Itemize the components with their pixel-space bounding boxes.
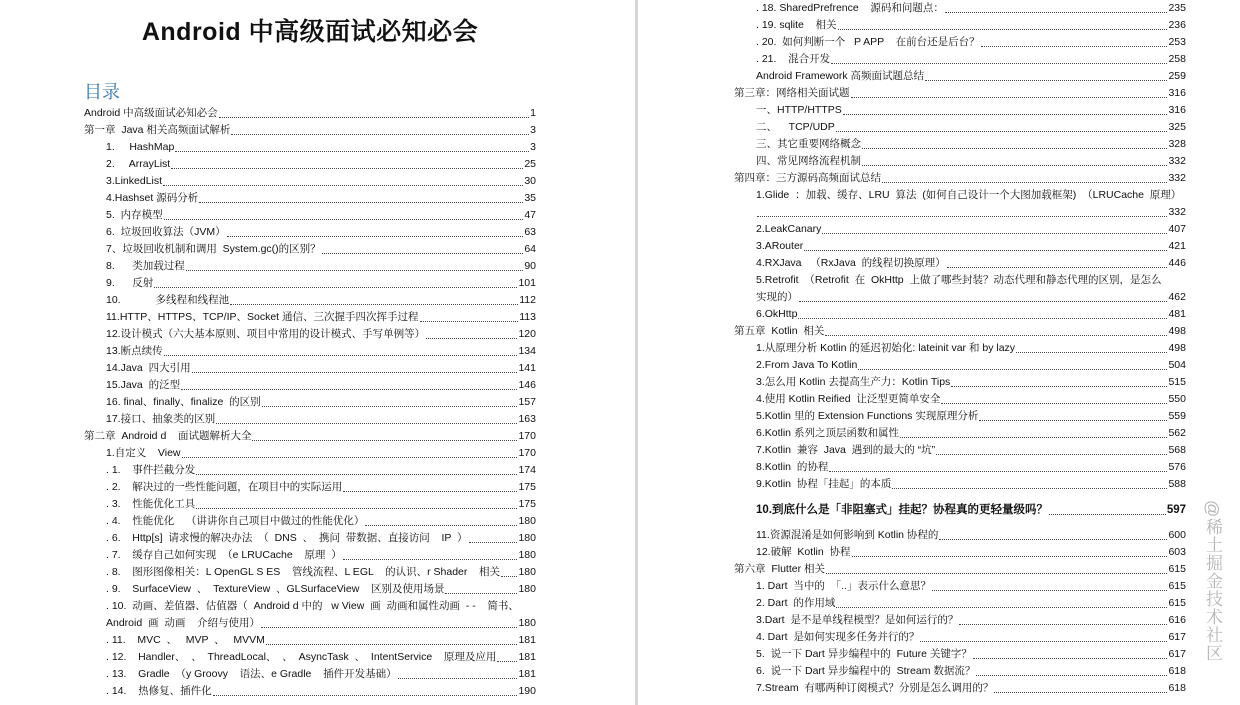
toc-entry[interactable] — [734, 51, 1186, 68]
entry-label: 一、HTTP/HTTPS — [756, 104, 842, 116]
dot-leader — [420, 321, 519, 322]
entry-label: . 11. MVC 、 MVP 、 MVVM — [106, 634, 265, 646]
dot-leader — [979, 420, 1167, 421]
entry-label: 第五章 Kotlin 相关 — [734, 325, 825, 337]
entry-label: 4.Hashset 源码分析 — [106, 192, 199, 204]
entry-label-continued: 实现的） — [756, 291, 798, 303]
entry-label: 四、常见网络流程机制 — [756, 155, 861, 167]
toc-entry[interactable] — [734, 306, 1186, 323]
entry-page-number: 615 — [1168, 563, 1186, 575]
entry-label: . 20. 如何判断一个 P APP 在前台还是后台？ — [756, 36, 980, 48]
dot-leader — [186, 270, 524, 271]
entry-label: . 14. 热修复、插件化 — [106, 685, 212, 697]
entry-page-number: 101 — [518, 277, 536, 289]
entry-page-number: 174 — [518, 464, 536, 476]
entry-label: 第二章 Android d 面试题解析大全 — [84, 430, 252, 442]
dot-leader — [171, 168, 523, 169]
dot-leader — [163, 185, 523, 186]
dot-leader — [799, 301, 1167, 302]
entry-label: 2.LeakCanary — [756, 223, 822, 235]
dot-leader — [831, 63, 1167, 64]
entry-page-number: 180 — [518, 532, 536, 544]
dot-leader — [920, 641, 1167, 642]
toc-entry[interactable] — [734, 646, 1186, 663]
entry-label: 17.接口、抽象类的区别 — [106, 413, 216, 425]
toc-entry[interactable] — [734, 187, 1186, 221]
entry-page-number: 328 — [1168, 138, 1186, 150]
entry-label: 9.Kotlin 协程「挂起」的本质 — [756, 478, 892, 490]
toc-entry[interactable] — [734, 680, 1186, 697]
dot-leader — [862, 165, 1167, 166]
entry-page-number: 120 — [518, 328, 536, 340]
toc-entry[interactable] — [734, 255, 1186, 272]
dot-leader — [976, 675, 1167, 676]
entry-label: . 1. 事件拦截分发 — [106, 464, 196, 476]
dot-leader — [858, 369, 1167, 370]
entry-label: 4.RXJava （RxJava 的线程切换原理） — [756, 257, 946, 269]
dot-leader — [192, 372, 518, 373]
entry-page-number: 600 — [1168, 529, 1186, 541]
toc-entry[interactable] — [84, 241, 536, 258]
entry-page-number: 616 — [1168, 614, 1186, 626]
entry-label: 1.从原理分析 Kotlin 的延迟初始化: lateinit var 和 by lazy — [756, 342, 1016, 354]
entry-page-number: 597 — [1166, 504, 1186, 516]
entry-label: 7、垃圾回收机制和调用 System.gc()的区别？ — [106, 243, 321, 255]
entry-page-number: 90 — [524, 260, 536, 272]
toc-entry[interactable] — [734, 544, 1186, 561]
entry-page-number: 181 — [518, 668, 536, 680]
entry-label: 10. 多线程和线程池 — [106, 294, 230, 306]
toc-heading: 目录 — [84, 82, 120, 102]
entry-label: 8.Kotlin 的协程 — [756, 461, 829, 473]
entry-page-number: 170 — [518, 430, 536, 442]
toc-entry[interactable] — [84, 683, 536, 700]
entry-page-number: 481 — [1168, 308, 1186, 320]
entry-label: 第六章 Flutter 相关 — [734, 563, 826, 575]
entry-label: 13.断点续传 — [106, 345, 163, 357]
dot-leader — [936, 454, 1167, 455]
toc-chapter-entry[interactable] — [734, 170, 1186, 187]
entry-page-number: 181 — [518, 651, 536, 663]
entry-label: 第一章 Java 相关高频面试解析 — [84, 124, 231, 136]
dot-leader — [925, 80, 1167, 81]
dot-leader — [843, 114, 1168, 115]
entry-page-number: 180 — [518, 549, 536, 561]
entry-label: . 9. SurfaceView 、 TextureView 、GLSurfaceView 区别及使用场景 — [106, 583, 445, 595]
dot-leader — [164, 355, 518, 356]
toc-entry[interactable] — [84, 547, 536, 564]
entry-label: . 3. 性能优化工具 — [106, 498, 196, 510]
entry-label: 15.Java 的泛型 — [106, 379, 181, 391]
entry-page-number: 325 — [1168, 121, 1186, 133]
entry-page-number: 180 — [518, 617, 536, 629]
toc-entry[interactable] — [734, 357, 1186, 374]
dot-leader — [262, 406, 518, 407]
dot-leader — [941, 403, 1167, 404]
entry-page-number: 562 — [1168, 427, 1186, 439]
dot-leader — [231, 134, 529, 135]
entry-label: 1.Glide ：加载、缓存、LRU 算法 (如何自己设计一个大图加载框架) （LRUCache 原理） — [756, 189, 1182, 201]
entry-page-number: 603 — [1168, 546, 1186, 558]
dot-leader — [343, 491, 517, 492]
toc-entry[interactable] — [84, 326, 536, 343]
entry-page-number: 316 — [1168, 87, 1186, 99]
toc-entry[interactable] — [84, 394, 536, 411]
toc-entry[interactable] — [734, 663, 1186, 680]
entry-label: 3.怎么用 Kotlin 去提高生产力：Kotlin Tips — [756, 376, 951, 388]
dot-leader — [1049, 514, 1166, 515]
dot-leader — [829, 471, 1167, 472]
toc-entry[interactable] — [84, 445, 536, 462]
entry-page-number: 498 — [1168, 342, 1186, 354]
entry-page-number: 180 — [518, 583, 536, 595]
entry-page-number: 113 — [519, 311, 536, 323]
entry-page-number: 462 — [1168, 291, 1186, 303]
dot-leader — [497, 661, 517, 662]
entry-label: . 19. sqlite 相关 — [756, 19, 837, 31]
dot-leader — [154, 287, 517, 288]
entry-label: 3.Dart 是不是单线程模型？是如何运行的？ — [756, 614, 959, 626]
entry-label: 6.Kotlin 系列之顶层函数和属性 — [756, 427, 899, 439]
toc-chapter-entry[interactable] — [734, 561, 1186, 578]
toc-list-right — [734, 0, 1186, 697]
dot-leader — [892, 488, 1167, 489]
toc-entry[interactable] — [734, 391, 1186, 408]
entry-page-number: 259 — [1168, 70, 1186, 82]
entry-label: 2. ArrayList — [106, 158, 171, 170]
toc-entry[interactable] — [84, 309, 536, 326]
dot-leader — [501, 576, 517, 577]
dot-leader — [230, 304, 518, 305]
document-title: Android 中高级面试必知必会 — [141, 18, 479, 46]
entry-page-number: 617 — [1168, 631, 1186, 643]
entry-label: 5.Kotlin 里的 Extension Functions 实现原理分析 — [756, 410, 979, 422]
toc-entry[interactable] — [84, 632, 536, 649]
entry-label: 3.ARouter — [756, 240, 804, 252]
entry-label: 1. HashMap — [106, 141, 175, 153]
dot-leader — [196, 474, 517, 475]
toc-entry[interactable] — [734, 34, 1186, 51]
entry-label: Android 中高级面试必知必会 — [84, 107, 218, 119]
entry-label: 2.From Java To Kotlin — [756, 359, 858, 371]
toc-entry[interactable] — [734, 425, 1186, 442]
entry-page-number: 407 — [1168, 223, 1186, 235]
entry-page-number: 421 — [1168, 240, 1186, 252]
entry-page-number: 258 — [1168, 53, 1186, 65]
entry-page-number: 618 — [1168, 665, 1186, 677]
dot-leader — [798, 318, 1167, 319]
toc-entry[interactable] — [84, 530, 536, 547]
entry-page-number: 112 — [519, 294, 536, 306]
entry-page-number: 316 — [1168, 104, 1186, 116]
toc-entry[interactable] — [84, 292, 536, 309]
entry-page-number: 568 — [1168, 444, 1186, 456]
entry-page-number: 504 — [1168, 359, 1186, 371]
entry-label: . 4. 性能优化 （讲讲你自己项目中做过的性能优化） — [106, 515, 365, 527]
toc-entry[interactable] — [734, 629, 1186, 646]
toc-chapter-entry[interactable] — [84, 105, 536, 122]
entry-page-number: 141 — [518, 362, 536, 374]
entry-label: 1. Dart 当中的 「..」表示什么意思？ — [756, 580, 932, 592]
entry-label: 三、其它重要网络概念 — [756, 138, 861, 150]
toc-entry[interactable] — [734, 578, 1186, 595]
entry-page-number: 25 — [524, 158, 536, 170]
entry-label: 4.使用 Kotlin Reified 让泛型更简单安全 — [756, 393, 941, 405]
entry-label: 9. 反射 — [106, 277, 154, 289]
entry-page-number: 332 — [1168, 172, 1186, 184]
dot-leader — [836, 131, 1168, 132]
entry-page-number: 498 — [1168, 325, 1186, 337]
toc-entry[interactable] — [734, 442, 1186, 459]
dot-leader — [804, 250, 1167, 251]
dot-leader — [1016, 352, 1167, 353]
dot-leader — [213, 695, 518, 696]
right-page — [638, 0, 1240, 705]
entry-page-number: 446 — [1168, 257, 1186, 269]
entry-label: 1.自定义 View — [106, 447, 181, 459]
dot-leader — [932, 590, 1167, 591]
entry-label: 5.Retrofit （Retrofit 在 OkHttp 上做了哪些封装？动态代理和静态代理的区别，是怎么 — [756, 274, 1162, 286]
dot-leader — [261, 627, 517, 628]
dot-leader — [469, 542, 518, 543]
entry-page-number: 253 — [1168, 36, 1186, 48]
toc-entry[interactable] — [84, 564, 536, 581]
entry-page-number: 170 — [518, 447, 536, 459]
entry-label: . 21. 混合开发 — [756, 53, 831, 65]
dot-leader — [252, 440, 517, 441]
toc-entry[interactable] — [84, 649, 536, 666]
entry-label: 二、 TCP/UDP — [756, 121, 835, 133]
toc-chapter-entry[interactable] — [734, 85, 1186, 102]
toc-entry[interactable] — [84, 207, 536, 224]
dot-leader — [852, 556, 1168, 557]
entry-page-number: 47 — [524, 209, 536, 221]
toc-entry[interactable] — [734, 136, 1186, 153]
dot-leader — [951, 386, 1167, 387]
entry-page-number: 181 — [518, 634, 536, 646]
dot-leader — [826, 573, 1167, 574]
toc-entry[interactable] — [734, 153, 1186, 170]
entry-label: 8. 类加载过程 — [106, 260, 185, 272]
entry-label: 5. 内存模型 — [106, 209, 163, 221]
entry-page-number: 180 — [518, 566, 536, 578]
entry-label: . 8. 图形图像相关：L OpenGL S ES 管线流程、L EGL 的认识、r Shader 相关 — [106, 566, 501, 578]
entry-page-number: 332 — [1168, 155, 1186, 167]
toc-entry[interactable] — [84, 190, 536, 207]
toc-entry[interactable] — [84, 513, 536, 530]
entry-label: . 10. 动画、差值器、估值器（ Android d 中的 w View 画 动画和属性动画 - - 简书、 — [106, 600, 519, 612]
toc-entry[interactable] — [734, 527, 1186, 544]
toc-entry[interactable] — [84, 343, 536, 360]
entry-label: 2. Dart 的作用域 — [756, 597, 836, 609]
dot-leader — [398, 678, 518, 679]
entry-page-number: 332 — [1168, 206, 1186, 218]
entry-label: 12.破解 Kotlin 协程 — [756, 546, 851, 558]
entry-label: . 13. Gradle （y Groovy 语法、e Gradle 插件开发基础） — [106, 668, 397, 680]
dot-leader — [219, 117, 530, 118]
dot-leader — [175, 151, 529, 152]
toc-chapter-entry[interactable] — [84, 428, 536, 445]
toc-entry[interactable] — [84, 479, 536, 496]
toc-entry[interactable] — [734, 612, 1186, 629]
entry-page-number: 175 — [518, 498, 536, 510]
entry-page-number: 146 — [518, 379, 536, 391]
dot-leader — [182, 457, 518, 458]
toc-entry[interactable] — [84, 224, 536, 241]
toc-entry[interactable] — [734, 68, 1186, 85]
dot-leader — [836, 607, 1167, 608]
entry-label: 6. 垃圾回收算法（JVM） — [106, 226, 226, 238]
entry-label: 4. Dart 是如何实现多任务并行的？ — [756, 631, 920, 643]
dot-leader — [959, 624, 1167, 625]
toc-entry[interactable] — [84, 581, 536, 598]
dot-leader — [882, 182, 1167, 183]
entry-page-number: 615 — [1168, 597, 1186, 609]
entry-page-number: 1 — [530, 107, 536, 119]
entry-label: . 18. SharedPrefrence 源码和问题点： — [756, 2, 944, 14]
entry-label: 12.设计模式（六大基本原则、项目中常用的设计模式、手写单例等） — [106, 328, 426, 340]
toc-entry[interactable] — [734, 459, 1186, 476]
entry-page-number: 235 — [1168, 2, 1186, 14]
toc-entry[interactable] — [84, 377, 536, 394]
toc-entry[interactable] — [734, 102, 1186, 119]
toc-entry[interactable] — [84, 173, 536, 190]
toc-entry[interactable] — [734, 374, 1186, 391]
entry-label: . 6. Http[s] 请求慢的解决办法 （ DNS 、 携问 带数据、直接访问 IP ） — [106, 532, 468, 544]
toc-entry[interactable] — [734, 408, 1186, 425]
entry-label: 7.Kotlin 兼容 Java 遇到的最大的 “坑” — [756, 444, 936, 456]
toc-entry[interactable] — [734, 595, 1186, 612]
toc-entry[interactable] — [84, 258, 536, 275]
entry-page-number: 588 — [1168, 478, 1186, 490]
dot-leader — [757, 216, 1167, 217]
entry-label: 3.LinkedList — [106, 175, 163, 187]
entry-label-continued: Android 画 动画 介绍与使用） — [106, 617, 261, 629]
entry-page-number: 175 — [518, 481, 536, 493]
entry-page-number: 618 — [1168, 682, 1186, 694]
toc-entry[interactable] — [734, 119, 1186, 136]
dot-leader — [181, 389, 517, 390]
toc-entry[interactable] — [84, 360, 536, 377]
toc-entry[interactable] — [84, 139, 536, 156]
dot-leader — [822, 233, 1167, 234]
dot-leader — [994, 692, 1167, 693]
dot-leader — [838, 29, 1168, 30]
entry-label: 11.资源混淆是如何影响到 Kotlin 协程的 — [756, 529, 939, 541]
entry-label: . 7. 缓存自己如何实现 （e LRUCache 原理 ） — [106, 549, 342, 561]
entry-label: 6.OkHttp — [756, 308, 798, 320]
entry-page-number: 63 — [524, 226, 536, 238]
entry-page-number: 236 — [1168, 19, 1186, 31]
toc-entry[interactable] — [734, 0, 1186, 17]
toc-entry[interactable] — [734, 476, 1186, 493]
dot-leader — [939, 539, 1167, 540]
toc-entry[interactable] — [84, 496, 536, 513]
entry-label: 14.Java 四大引用 — [106, 362, 191, 374]
dot-leader — [199, 202, 523, 203]
dot-leader — [343, 559, 518, 560]
dot-leader — [426, 338, 517, 339]
entry-page-number: 134 — [518, 345, 536, 357]
dot-leader — [947, 267, 1168, 268]
entry-label: . 2. 解决过的一些性能问题，在项目中的实际运用 — [106, 481, 343, 493]
entry-page-number: 157 — [518, 396, 536, 408]
toc-chapter-entry[interactable] — [84, 122, 536, 139]
entry-page-number: 576 — [1168, 461, 1186, 473]
dot-leader — [945, 12, 1168, 13]
entry-label: 第四章：三方源码高频面试总结 — [734, 172, 881, 184]
dot-leader — [825, 335, 1167, 336]
entry-page-number: 30 — [524, 175, 536, 187]
toc-entry[interactable] — [84, 598, 536, 632]
toc-entry[interactable] — [84, 666, 536, 683]
toc-entry[interactable] — [734, 340, 1186, 357]
dot-leader — [196, 508, 517, 509]
toc-entry[interactable] — [734, 493, 1186, 519]
toc-chapter-entry[interactable] — [734, 323, 1186, 340]
toc-entry[interactable] — [84, 275, 536, 292]
toc-entry[interactable] — [734, 221, 1186, 238]
entry-label: 7.Stream 有哪两种订阅模式？分别是怎么调用的？ — [756, 682, 994, 694]
entry-page-number: 550 — [1168, 393, 1186, 405]
toc-entry[interactable] — [734, 17, 1186, 34]
entry-page-number: 3 — [530, 141, 536, 153]
toc-entry[interactable] — [734, 238, 1186, 255]
entry-page-number: 3 — [530, 124, 536, 136]
entry-label: 5. 说一下 Dart 异步编程中的 Future 关键字？ — [756, 648, 972, 660]
toc-entry[interactable] — [84, 156, 536, 173]
toc-list-left — [84, 105, 536, 700]
dot-leader — [851, 97, 1168, 98]
toc-entry[interactable] — [84, 411, 536, 428]
entry-page-number: 180 — [518, 515, 536, 527]
entry-label: 6. 说一下 Dart 异步编程中的 Stream 数据流？ — [756, 665, 976, 677]
entry-page-number: 559 — [1168, 410, 1186, 422]
dot-leader — [266, 644, 518, 645]
entry-page-number: 515 — [1168, 376, 1186, 388]
entry-page-number: 617 — [1168, 648, 1186, 660]
entry-page-number: 64 — [524, 243, 536, 255]
dot-leader — [862, 148, 1167, 149]
entry-label: 第三章：网络相关面试题 — [734, 87, 850, 99]
toc-entry[interactable] — [84, 462, 536, 479]
entry-page-number: 35 — [524, 192, 536, 204]
dot-leader — [216, 423, 517, 424]
entry-label: 16. final、finally、finalize 的区别 — [106, 396, 261, 408]
entry-label: Android Framework 高频面试题总结 — [756, 70, 925, 82]
dot-leader — [981, 46, 1168, 47]
dot-leader — [365, 525, 517, 526]
dot-leader — [900, 437, 1168, 438]
entry-label: 10.到底什么是「非阻塞式」挂起？协程真的更轻量级吗？ — [756, 504, 1048, 516]
watermark: @稀土掘金技术社区 — [1203, 500, 1222, 663]
entry-label: 11.HTTP、HTTPS、TCP/IP、Socket 通信、三次握手四次挥手过程 — [106, 311, 419, 323]
toc-entry[interactable] — [734, 272, 1186, 306]
entry-page-number: 190 — [518, 685, 536, 697]
dot-leader — [445, 593, 517, 594]
dot-leader — [164, 219, 524, 220]
entry-page-number: 615 — [1168, 580, 1186, 592]
entry-label: . 12. Handler、 、 ThreadLocal、 、 AsyncTask 、 IntentService 原理及应用 — [106, 651, 497, 663]
dot-leader — [227, 236, 524, 237]
dot-leader — [322, 253, 524, 254]
dot-leader — [973, 658, 1168, 659]
entry-page-number: 163 — [518, 413, 536, 425]
